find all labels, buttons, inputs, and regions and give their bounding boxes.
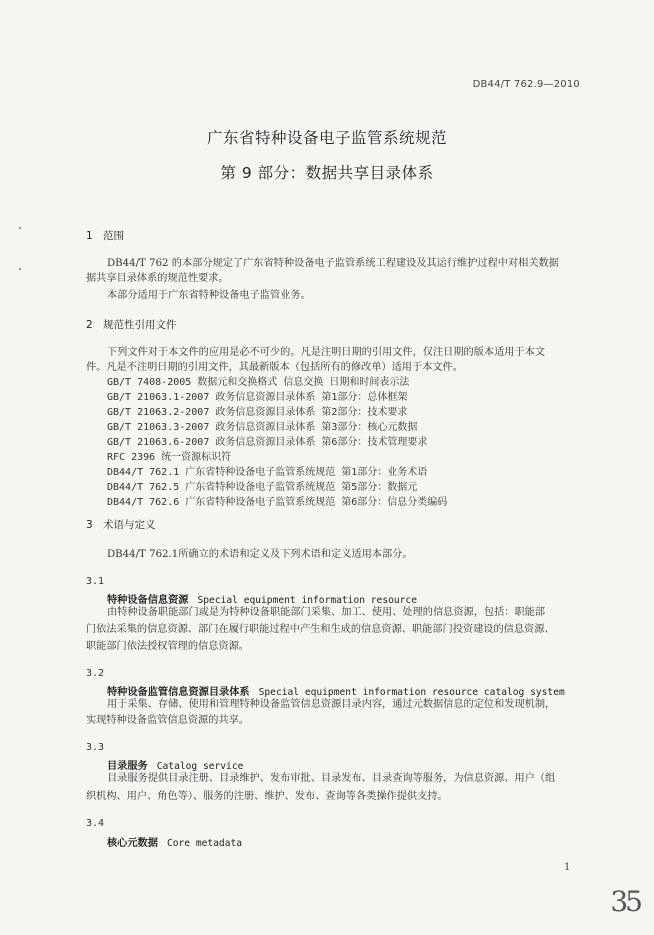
term-heading <box>107 757 243 772</box>
reference-item: GB/T 21063.1-2007 政务信息资源目录体系 第1部分：总体框架 <box>107 392 408 403</box>
page-number: 1 <box>564 862 571 873</box>
term-zh: 特种设备信息资源 <box>107 595 189 606</box>
reference-item: DB44/T 762.1 广东省特种设备电子监管系统规范 第1部分：业务术语 <box>107 467 428 478</box>
reference-item: RFC 2396 统一资源标识符 <box>107 452 232 463</box>
term-zh: 核心元数据 <box>107 838 158 849</box>
reference-item: GB/T 21063.2-2007 政务信息资源目录体系 第2部分：技术要求 <box>107 407 408 418</box>
paragraph-line: DB44/T 762 的本部分规定了广东省特种设备电子监管系统工程建设及其运行维护过程中对相关数据 <box>107 258 559 269</box>
section-title: 范围 <box>103 230 124 242</box>
paragraph-line: 门依法采集的信息资源、部门在履行职能过程中产生和生成的信息资源、职能部门投资建设的信息资源、 <box>86 624 555 635</box>
paragraph-line: 本部分适用于广东省特种设备电子监管业务。 <box>107 290 311 301</box>
paragraph-line: 由特种设备职能部门或是为特种设备职能部门采集、加工、使用、处理的信息资源，包括：职能部 <box>107 607 546 618</box>
paragraph-line: 下列文件对于本文件的应用是必不可少的。凡是注明日期的引用文件，仅注日期的版本适用于本文 <box>107 347 546 358</box>
reference-item: GB/T 21063.6-2007 政务信息资源目录体系 第6部分：技术管理要求 <box>107 437 428 448</box>
term-heading <box>107 683 565 698</box>
reference-item: DB44/T 762.6 广东省特种设备电子监管系统规范 第6部分：信息分类编码 <box>107 497 448 508</box>
reference-item: GB/T 7408-2005 数据元和交换格式 信息交换 日期和时间表示法 <box>107 377 410 388</box>
paragraph-line: 件。凡是不注明日期的引用文件，其最新版本（包括所有的修改单）适用于本文件。 <box>86 362 463 373</box>
term-number: 3.3 <box>86 742 105 753</box>
paragraph-line: 织机构、用户、角色等）、服务的注册、维护、发布、查询等各类操作提供支持。 <box>86 791 448 802</box>
document-title: 广东省特种设备电子监管系统规范 <box>206 129 447 147</box>
term-en: Core metadata <box>166 838 243 849</box>
section-heading-scope <box>86 228 124 243</box>
scan-speck <box>19 227 21 229</box>
reference-item: DB44/T 762.5 广东省特种设备电子监管系统规范 第5部分：数据元 <box>107 482 418 493</box>
term-number: 3.4 <box>86 818 105 829</box>
term-heading <box>107 834 242 849</box>
paragraph-line: 用于采集、存储、使用和管理特种设备监管信息资源目录内容，通过元数据信息的定位和发现机制， <box>107 699 556 710</box>
term-en: Special equipment information resource catalog system <box>258 687 565 698</box>
term-heading <box>107 591 417 606</box>
section-number: 1 <box>86 230 93 242</box>
section-number: 2 <box>86 319 93 331</box>
paragraph-line: 目录服务提供目录注册、目录维护、发布审批、目录发布、目录查询等服务，为信息资源、用户（组 <box>107 773 556 784</box>
section-title: 术语与定义 <box>103 519 156 531</box>
paragraph-line: 职能部门依法授权管理的信息资源。 <box>86 641 249 652</box>
term-number: 3.1 <box>86 576 105 587</box>
term-zh: 特种设备监管信息资源目录体系 <box>107 687 250 698</box>
term-en: Special equipment information resource <box>197 595 417 606</box>
term-en: Catalog service <box>156 761 244 772</box>
paragraph-line: DB44/T 762.1所确立的术语和定义及下列术语和定义适用本部分。 <box>107 549 413 560</box>
term-zh: 目录服务 <box>107 761 148 772</box>
corner-page-mark: 35 <box>610 885 640 918</box>
reference-item: GB/T 21063.3-2007 政务信息资源目录体系 第3部分：核心元数据 <box>107 422 418 433</box>
section-heading-terms <box>86 517 156 532</box>
document-number: DB44/T 762.9—2010 <box>472 79 580 90</box>
section-number: 3 <box>86 519 93 531</box>
paragraph-line: 据共享目录体系的规范性要求。 <box>86 273 229 284</box>
section-heading-normative-references <box>86 317 177 332</box>
document-subtitle: 第 9 部分：数据共享目录体系 <box>220 164 434 182</box>
scan-speck <box>19 268 21 270</box>
term-number: 3.2 <box>86 668 105 679</box>
paragraph-line: 实现特种设备监管信息资源的共享。 <box>86 715 249 726</box>
section-title: 规范性引用文件 <box>103 319 177 331</box>
